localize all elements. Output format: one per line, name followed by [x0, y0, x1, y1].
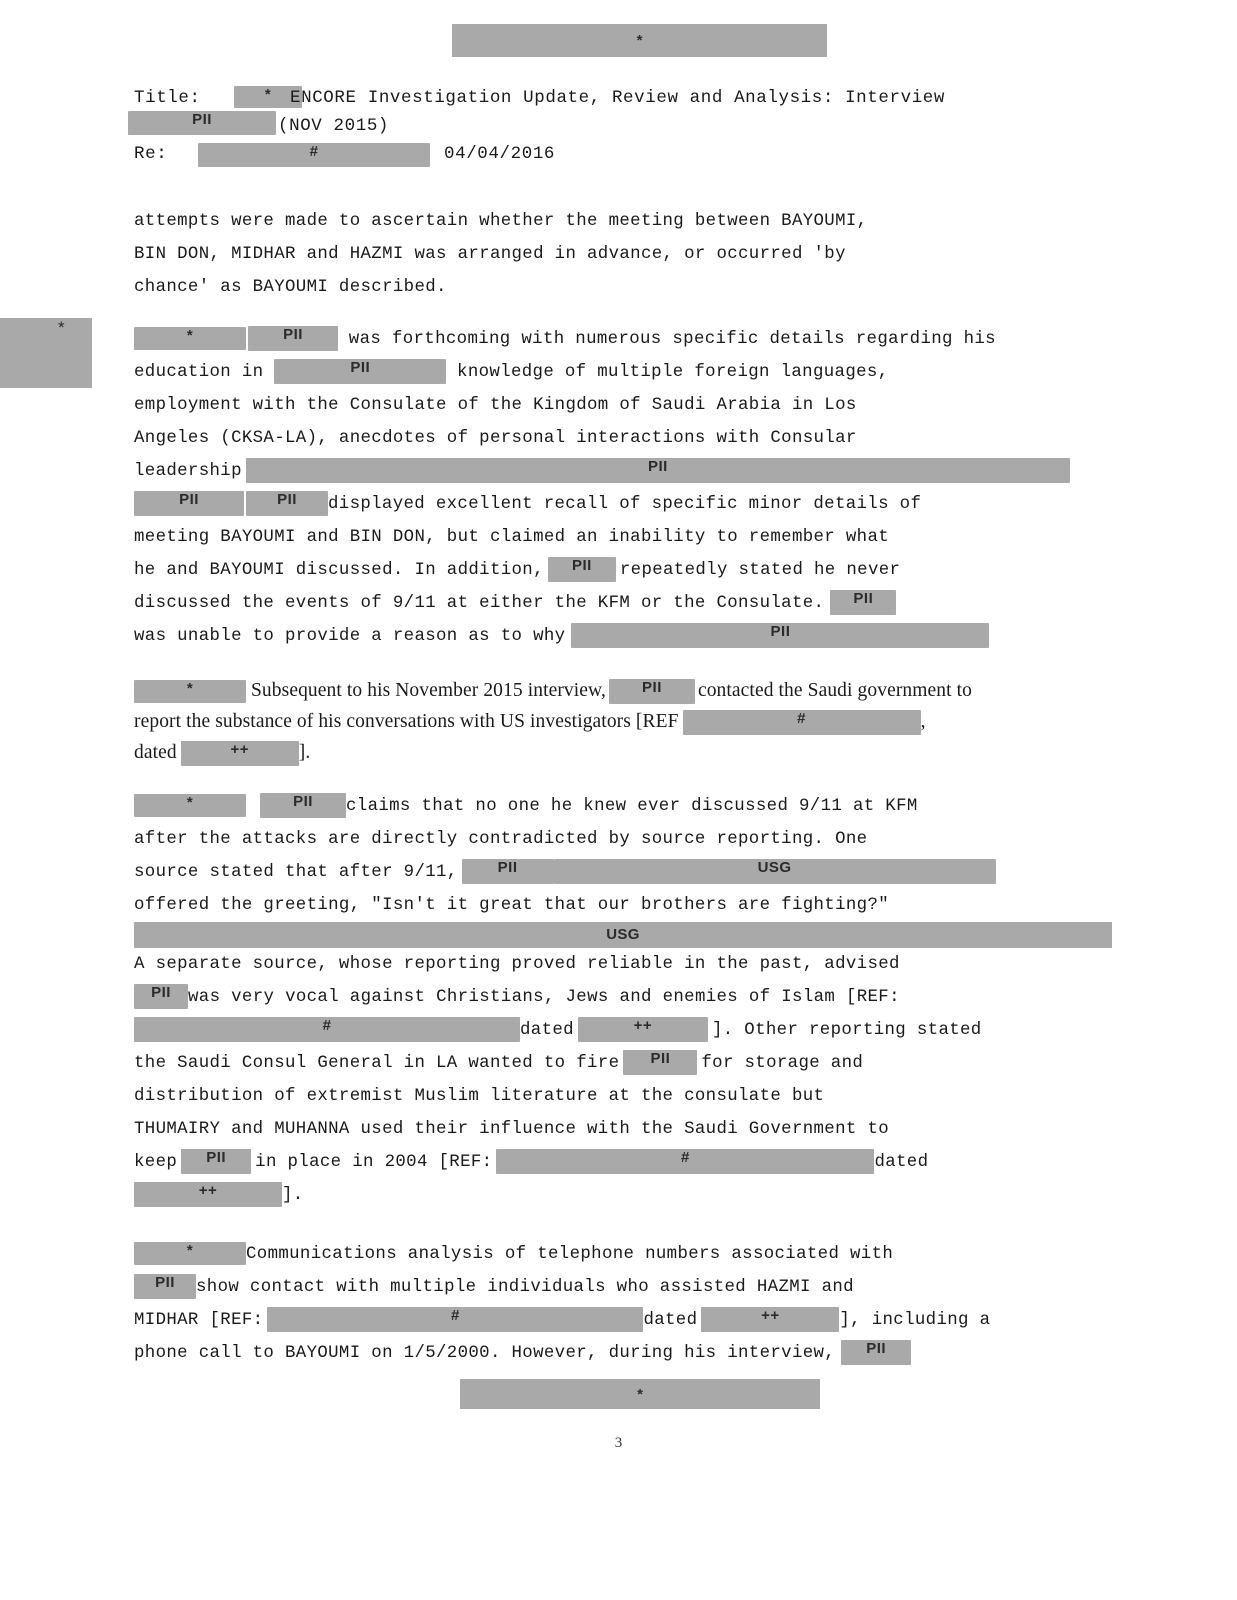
p4-redaction-1: PII	[260, 793, 346, 818]
p3-redaction-3: ++	[181, 741, 299, 766]
p2-text-2: education in	[134, 363, 264, 382]
p2-redaction-5: PII	[246, 491, 328, 516]
p2-redaction-7: PII	[830, 590, 896, 615]
classification-band-top: *	[452, 24, 827, 57]
re-label: Re:	[134, 144, 168, 164]
p2-redaction-4: PII	[134, 491, 244, 516]
p5-redaction-4: PII	[841, 1340, 911, 1365]
p4-redaction-6: #	[134, 1017, 520, 1042]
p2-text-11: discussed the events of 9/11 at either the KFM or the Consulate.	[134, 594, 825, 613]
classification-band-bottom: *	[460, 1379, 820, 1409]
p4-redaction-11: ++	[134, 1182, 282, 1207]
title-redaction-2: PII	[128, 111, 276, 135]
p2-text-1: was forthcoming with numerous specific details regarding his	[348, 330, 996, 349]
p4-text-8: ]. Other reporting stated	[711, 1021, 982, 1040]
p1-line1: attempts were made to ascertain whether the meeting between BAYOUMI,	[134, 212, 868, 231]
p4-redaction-5: PII	[134, 984, 188, 1009]
p4-redaction-3: USG	[554, 859, 996, 884]
p1-line2: BIN DON, MIDHAR and HAZMI was arranged in advance, or occurred 'by	[134, 245, 846, 264]
p2-redaction-8: PII	[571, 623, 989, 648]
p3-redaction-2: #	[683, 710, 921, 735]
p4-text-1: claims that no one he knew ever discussed 9/11 at KFM	[346, 797, 918, 816]
p4-redaction-10: #	[496, 1149, 874, 1174]
p2-redaction-1: PII	[248, 326, 338, 351]
document-body	[134, 205, 1134, 1389]
p5-text-4: dated	[643, 1311, 698, 1330]
p4-text-7: dated	[520, 1021, 574, 1040]
p2-text-4: employment with the Consulate of the Kingdom of Saudi Arabia in Los	[134, 396, 857, 415]
p4-text-10: for storage and	[701, 1054, 864, 1073]
title-text-line2: (NOV 2015)	[278, 116, 390, 136]
p3-text-3: report the substance of his conversations with US investigators [REF	[134, 711, 679, 732]
p2-redaction-2: PII	[274, 359, 446, 384]
edge-star-mark: *	[58, 318, 65, 337]
p4-text-14: in place in 2004 [REF:	[255, 1153, 493, 1172]
p4-redaction-8: PII	[623, 1050, 697, 1075]
paragraph-2	[134, 323, 1134, 653]
p5-redaction-1: PII	[134, 1274, 196, 1299]
paragraph-1	[134, 205, 1134, 304]
p2-redaction-3: PII	[246, 458, 1070, 483]
p5-text-2: show contact with multiple individuals who assisted HAZMI and	[196, 1278, 854, 1297]
p4-redaction-2: PII	[462, 859, 554, 884]
p2-text-9: he and BAYOUMI discussed. In addition,	[134, 561, 544, 580]
p4-text-3: source stated that after 9/11,	[134, 863, 458, 882]
p3-text-2: contacted the Saudi government to	[697, 680, 973, 701]
title-label: Title:	[134, 88, 201, 108]
p3-bullet-redaction: *	[134, 680, 246, 703]
header-re-row	[134, 140, 1134, 168]
paragraph-5	[134, 1238, 1134, 1370]
p4-bullet-redaction: *	[134, 794, 246, 817]
re-redaction: #	[198, 143, 430, 167]
p5-text-6: phone call to BAYOUMI on 1/5/2000. However, during his interview,	[134, 1344, 836, 1363]
title-text-line1: ENCORE Investigation Update, Review and Analysis: Interview	[290, 88, 946, 108]
p4-redaction-9: PII	[181, 1149, 251, 1174]
p2-text-12: was unable to provide a reason as to why	[134, 627, 566, 646]
p4-text-16: ].	[282, 1186, 304, 1205]
p4-text-6: was very vocal against Christians, Jews and enemies of Islam [REF:	[188, 988, 900, 1007]
paragraph-4	[134, 790, 1134, 1212]
p2-text-3: knowledge of multiple foreign languages,	[457, 363, 889, 382]
p3-text-5: dated	[134, 742, 177, 763]
p3-text-6: ].	[298, 742, 311, 763]
p4-text-13: keep	[134, 1153, 178, 1172]
p4-redaction-7: ++	[578, 1017, 708, 1042]
p3-text-1: Subsequent to his November 2015 interview,	[250, 680, 606, 701]
document-header	[134, 84, 1134, 168]
re-date: 04/04/2016	[444, 144, 556, 164]
p5-redaction-3: ++	[701, 1307, 839, 1332]
p2-text-8: meeting BAYOUMI and BIN DON, but claimed an inability to remember what	[134, 528, 890, 547]
p4-text-5: A separate source, whose reporting proved reliable in the past, advised	[134, 955, 900, 974]
paragraph-3	[134, 675, 1134, 768]
p4-text-15: dated	[874, 1153, 929, 1172]
p2-text-5: Angeles (CKSA-LA), anecdotes of personal interactions with Consular	[134, 429, 857, 448]
title-redaction-1: *	[234, 86, 302, 108]
p2-text-10: repeatedly stated he never	[619, 561, 901, 580]
p3-redaction-1: PII	[609, 679, 695, 704]
p5-text-1: Communications analysis of telephone numbers associated with	[246, 1245, 894, 1264]
p4-text-12: THUMAIRY and MUHANNA used their influence with the Saudi Government to	[134, 1120, 890, 1139]
p4-text-4: offered the greeting, "Isn't it great that our brothers are fighting?"	[134, 896, 890, 915]
p1-line3: chance' as BAYOUMI described.	[134, 278, 447, 297]
p2-text-6: leadership	[134, 462, 242, 481]
p5-bullet-redaction: *	[134, 1242, 246, 1265]
p5-redaction-2: #	[267, 1307, 643, 1332]
page-number: 3	[614, 1435, 623, 1451]
p5-text-5: ], including a	[839, 1311, 991, 1330]
p4-text-11: distribution of extremist Muslim literature at the consulate but	[134, 1087, 825, 1106]
p4-text-2: after the attacks are directly contradicted by source reporting. One	[134, 830, 868, 849]
p2-text-7: displayed excellent recall of specific minor details of	[328, 495, 922, 514]
p5-text-3: MIDHAR [REF:	[134, 1311, 264, 1330]
p2-bullet-redaction: *	[134, 327, 246, 350]
header-title-row-2	[134, 112, 1134, 140]
header-title-row	[134, 84, 1134, 112]
edge-redaction-mark	[0, 318, 92, 388]
p2-redaction-6: PII	[548, 557, 616, 582]
p4-text-9: the Saudi Consul General in LA wanted to fire	[134, 1054, 620, 1073]
p3-text-4: ,	[920, 711, 926, 732]
p4-redaction-4: USG	[134, 922, 1112, 948]
